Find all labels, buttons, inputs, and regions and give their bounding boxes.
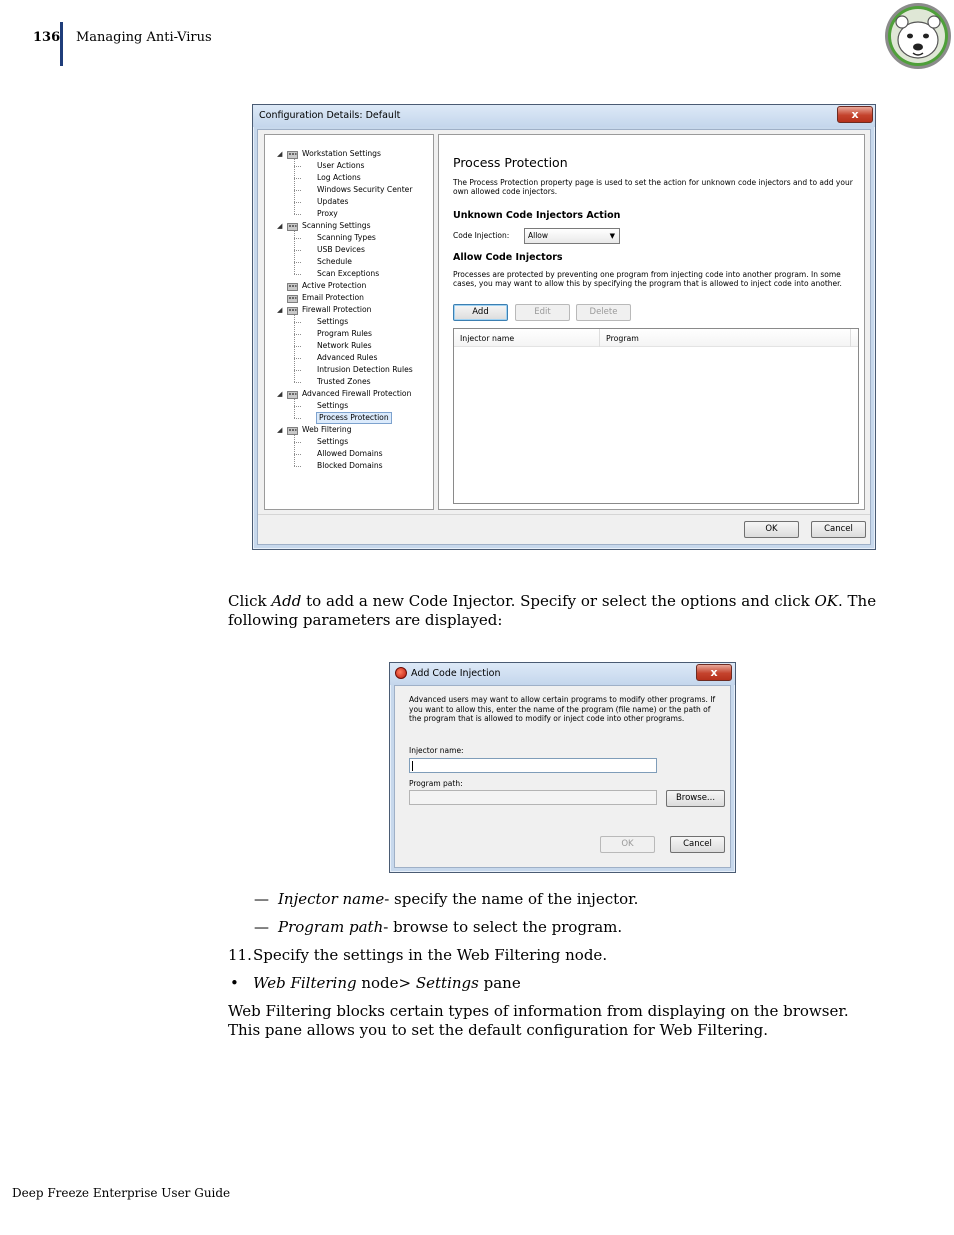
dash-bullet: —: [254, 918, 269, 936]
dialog-title: Configuration Details: Default: [259, 110, 401, 121]
tree-connector: [294, 159, 295, 214]
cancel-button[interactable]: Cancel: [811, 521, 866, 538]
panel-title: Process Protection: [453, 155, 568, 170]
close-button[interactable]: [696, 664, 732, 681]
folder-settings-icon: [287, 426, 298, 435]
dialog-body: [394, 685, 731, 868]
injector-name-item: [278, 890, 638, 909]
footer-text: Deep Freeze Enterprise User Guide: [12, 1186, 231, 1200]
intro-paragraph: [228, 592, 888, 630]
code-injection-value: Allow: [528, 231, 549, 240]
tree-connector: [294, 322, 301, 323]
ok-button[interactable]: OK: [600, 836, 655, 853]
tree-connector: [294, 418, 301, 419]
tree-connector: [294, 166, 301, 167]
folder-settings-icon: [287, 282, 298, 291]
folder-settings-icon: [287, 390, 298, 399]
tree-connector: [294, 214, 301, 215]
add-code-injection-dialog: [389, 662, 736, 873]
tree-connector: [294, 262, 301, 263]
tree-leaf[interactable]: Network Rules: [317, 341, 372, 350]
tree-leaf[interactable]: User Actions: [317, 161, 365, 170]
header-divider: [60, 22, 63, 66]
tree-connector: [294, 202, 301, 203]
allow-injectors-heading: Allow Code Injectors: [453, 252, 563, 263]
delete-button[interactable]: Delete: [576, 304, 631, 321]
tree-leaf[interactable]: Updates: [317, 197, 349, 206]
intro-text: Click: [228, 592, 272, 610]
program-path-label: Program path:: [409, 779, 463, 788]
web-filtering-item: [253, 974, 521, 993]
tree-connector: [294, 178, 301, 179]
tree-leaf[interactable]: Windows Security Center: [317, 185, 413, 194]
column-injector-name[interactable]: Injector name: [460, 334, 515, 343]
tree-leaf[interactable]: Settings: [317, 317, 349, 326]
text-caret: [412, 761, 413, 771]
column-separator: [850, 329, 851, 347]
tree-connector: [294, 382, 301, 383]
injector-name-label: Injector name:: [409, 746, 464, 755]
closing-paragraph: Web Filtering blocks certain types of information from displaying on the browser. This pane allows you to set the default configuration for Web Filtering.: [228, 1002, 849, 1039]
close-button[interactable]: [837, 106, 873, 123]
step-number: 11.: [228, 946, 252, 964]
tree-node[interactable]: Firewall Protection: [302, 305, 372, 314]
folder-settings-icon: [287, 222, 298, 231]
dialog-titlebar: [253, 105, 875, 127]
edit-button[interactable]: Edit: [515, 304, 570, 321]
list-header: [454, 329, 858, 347]
tree-connector: [294, 370, 301, 371]
cancel-button[interactable]: Cancel: [670, 836, 725, 853]
tree-connector: [294, 442, 301, 443]
tree-connector: [294, 231, 295, 274]
tree-connector: [294, 190, 301, 191]
tree-leaf[interactable]: Allowed Domains: [317, 449, 383, 458]
tree-leaf[interactable]: USB Devices: [317, 245, 365, 254]
settings-tree[interactable]: [264, 134, 434, 510]
close-icon: x: [851, 108, 859, 121]
program-path-term: Program path: [278, 918, 384, 936]
configuration-details-dialog: [252, 104, 876, 550]
injector-name-text: - specify the name of the injector.: [384, 890, 639, 908]
tree-connector: [294, 466, 301, 467]
tree-leaf[interactable]: Log Actions: [317, 173, 361, 182]
tree-leaf[interactable]: Settings: [317, 401, 349, 410]
intro-text: to add a new Code Injector. Specify or select the options and click: [301, 592, 815, 610]
expand-arrow-icon[interactable]: ◢: [277, 426, 283, 434]
tree-leaf[interactable]: Settings: [317, 437, 349, 446]
injectors-list[interactable]: [453, 328, 859, 504]
injector-name-term: Injector name: [278, 890, 385, 908]
tree-node[interactable]: Web Filtering: [302, 425, 352, 434]
unknown-injectors-heading: Unknown Code Injectors Action: [453, 210, 621, 221]
tree-leaf[interactable]: Advanced Rules: [317, 353, 378, 362]
tree-node[interactable]: Active Protection: [302, 281, 367, 290]
folder-settings-icon: [287, 306, 298, 315]
process-protection-panel: [438, 134, 865, 510]
tree-node[interactable]: Scanning Settings: [302, 221, 371, 230]
column-separator: [599, 329, 600, 347]
ok-button[interactable]: OK: [744, 521, 799, 538]
tree-connector: [294, 435, 295, 466]
app-icon: [395, 667, 407, 679]
tree-leaf[interactable]: Scanning Types: [317, 233, 376, 242]
expand-arrow-icon[interactable]: ◢: [277, 150, 283, 158]
add-button[interactable]: Add: [453, 304, 508, 321]
dash-bullet: —: [254, 890, 269, 908]
tree-node[interactable]: Workstation Settings: [302, 149, 381, 158]
injector-name-input[interactable]: [409, 758, 657, 773]
dropdown-arrow-icon: ▼: [609, 232, 615, 240]
tree-node[interactable]: Email Protection: [302, 293, 364, 302]
add-term: Add: [271, 592, 302, 610]
tree-connector: [294, 454, 301, 455]
expand-arrow-icon[interactable]: ◢: [277, 306, 283, 314]
tree-connector: [294, 406, 301, 407]
tree-connector: [294, 274, 301, 275]
browse-button[interactable]: Browse...: [666, 790, 725, 807]
web-filtering-mid: node>: [356, 974, 416, 992]
panel-description: The Process Protection property page is used to set the action for unknown code injectors and to add your own allowed code injectors.: [453, 178, 853, 196]
step-text: Specify the settings in the Web Filtering node.: [253, 946, 608, 964]
polar-bear-logo-icon: [884, 2, 952, 70]
intro-text: . The following parameters are displayed:: [228, 592, 877, 629]
bullet-dot: •: [230, 974, 239, 992]
tree-connector: [294, 346, 301, 347]
program-path-item: [278, 918, 622, 937]
tree-connector: [294, 315, 295, 382]
tree-leaf[interactable]: Schedule: [317, 257, 352, 266]
dialog-body: [257, 129, 871, 545]
page-number: 136: [33, 30, 61, 45]
tree-leaf[interactable]: Intrusion Detection Rules: [317, 365, 413, 374]
tree-leaf[interactable]: Process Protection: [319, 413, 389, 422]
ok-term: OK: [814, 592, 838, 610]
footer-divider: [258, 514, 870, 515]
tree-leaf[interactable]: Trusted Zones: [317, 377, 371, 386]
tree-leaf[interactable]: Proxy: [317, 209, 338, 218]
tree-connector: [294, 399, 295, 418]
section-title: Managing Anti-Virus: [76, 30, 212, 45]
settings-term: Settings: [415, 974, 479, 992]
tree-node[interactable]: Advanced Firewall Protection: [302, 389, 412, 398]
program-path-text: - browse to select the program.: [383, 918, 623, 936]
web-filtering-end: pane: [478, 974, 521, 992]
tree-connector: [294, 358, 301, 359]
folder-settings-icon: [287, 294, 298, 303]
code-injection-label: Code Injection:: [453, 231, 510, 240]
code-injection-select[interactable]: [524, 228, 620, 244]
expand-arrow-icon[interactable]: ◢: [277, 222, 283, 230]
program-path-input[interactable]: [409, 790, 657, 805]
column-program[interactable]: Program: [606, 334, 639, 343]
tree-connector: [294, 334, 301, 335]
tree-connector: [294, 250, 301, 251]
dialog-title: Add Code Injection: [411, 668, 501, 679]
dialog-description: Advanced users may want to allow certain programs to modify other programs. If you want to allow this, enter the name of the program (file name) or the path of the program that is allowed to modify or inject code into other programs.: [409, 695, 716, 723]
tree-connector: [294, 238, 301, 239]
tree-leaf[interactable]: Program Rules: [317, 329, 372, 338]
allow-description: Processes are protected by preventing one program from injecting code into another program. In some cases, you may want to allow this by specifying the program that is allowed to inject code into another.: [453, 270, 842, 288]
close-icon: x: [710, 666, 718, 679]
expand-arrow-icon[interactable]: ◢: [277, 390, 283, 398]
web-filtering-term: Web Filtering: [253, 974, 357, 992]
folder-settings-icon: [287, 150, 298, 159]
tree-leaf[interactable]: Blocked Domains: [317, 461, 383, 470]
dialog-titlebar: [390, 663, 735, 685]
tree-leaf[interactable]: Scan Exceptions: [317, 269, 380, 278]
